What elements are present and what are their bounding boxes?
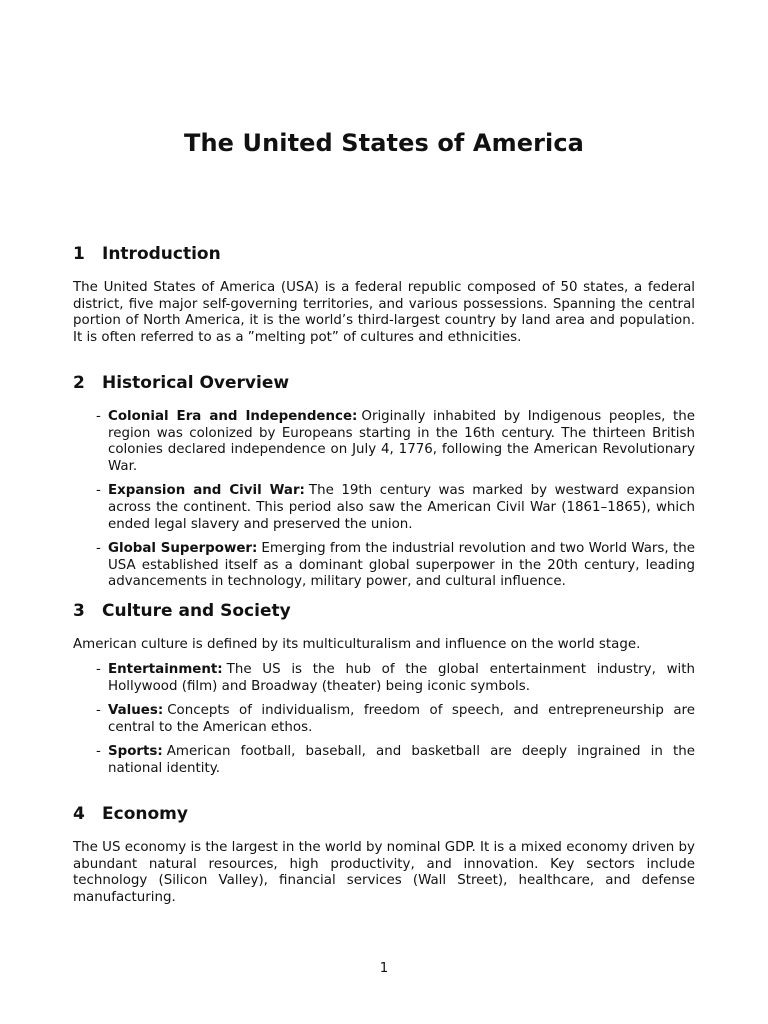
list-item-values xyxy=(73,703,695,736)
bullet-dash: - xyxy=(96,409,101,424)
section-number: 3 xyxy=(73,601,85,621)
list-item-text: Concepts of individualism, freedom of speech, and entrepreneurship are central to the American ethos. xyxy=(108,703,695,735)
list-item-text: Emerging from the industrial revolution and two World Wars, the USA established itself as a dominant global superpower in the 20th century, leading advancements in technology, military power, and cultural influence. xyxy=(108,541,695,590)
section-number: 2 xyxy=(73,373,85,393)
page-number: 1 xyxy=(379,961,389,976)
list-item-entertainment xyxy=(73,662,695,695)
list-item-term: Colonial Era and Independence: xyxy=(108,409,358,424)
list-item-term: Entertainment: xyxy=(108,662,223,677)
list-item-text: The US is the hub of the global entertainment industry, with Hollywood (film) and Broadway (theater) being iconic symbols. xyxy=(108,662,695,694)
section-title: Historical Overview xyxy=(102,373,290,393)
list-item-text: American football, baseball, and basketball are deeply ingrained in the national identity. xyxy=(108,744,695,776)
bullet-dash: - xyxy=(96,703,101,719)
section-heading-economy xyxy=(73,803,188,825)
section-title: Introduction xyxy=(102,244,221,264)
list-item-sports xyxy=(73,744,695,777)
section-heading-historical-overview xyxy=(73,372,289,394)
list-item-term: Values: xyxy=(108,703,164,719)
section-title: Culture and Society xyxy=(102,601,291,621)
list-item-text: The 19th century was marked by westward expansion across the continent. This period also saw the American Civil War (1861–1865), which ended legal slavery and preserved the union. xyxy=(108,483,695,532)
list-item-colonial-era xyxy=(73,409,695,475)
introduction-paragraph: The United States of America (USA) is a federal republic composed of 50 states, a federal district, five major self-governing territories, and various possessions. Spanning the central portion of North America, it is the world’s third-largest country by land area and population. It is often referred to as a ”melting pot” of cultures and ethnicities. xyxy=(73,280,695,345)
list-item-expansion-civil-war xyxy=(73,483,695,533)
bullet-dash: - xyxy=(96,541,101,557)
list-item-global-superpower xyxy=(73,541,695,591)
historical-overview-list xyxy=(73,409,695,599)
section-title: Economy xyxy=(102,804,188,824)
document-title: The United States of America xyxy=(184,129,584,157)
section-number: 4 xyxy=(73,804,85,824)
culture-society-list xyxy=(73,662,695,786)
section-heading-introduction xyxy=(73,243,221,265)
list-item-text: Originally inhabited by Indigenous peoples, the region was colonized by Europeans starting in the 16th century. The thirteen British colonies declared independence on July 4, 1776, following the American Revolutionary War. xyxy=(108,409,695,474)
list-item-term: Global Superpower: xyxy=(108,541,258,557)
bullet-dash: - xyxy=(96,483,101,499)
list-item-term: Expansion and Civil War: xyxy=(108,483,305,499)
section-heading-culture-society xyxy=(73,600,291,622)
economy-paragraph: The US economy is the largest in the world by nominal GDP. It is a mixed economy driven by abundant natural resources, high productivity, and innovation. Key sectors include technology (Silicon Valley), financial services (Wall Street), healthcare, and defense manufacturing. xyxy=(73,840,695,905)
section-number: 1 xyxy=(73,244,85,264)
bullet-dash: - xyxy=(96,662,101,677)
list-item-term: Sports: xyxy=(108,744,163,760)
culture-intro-paragraph: American culture is defined by its multiculturalism and influence on the world stage. xyxy=(73,637,641,652)
bullet-dash: - xyxy=(96,744,101,760)
